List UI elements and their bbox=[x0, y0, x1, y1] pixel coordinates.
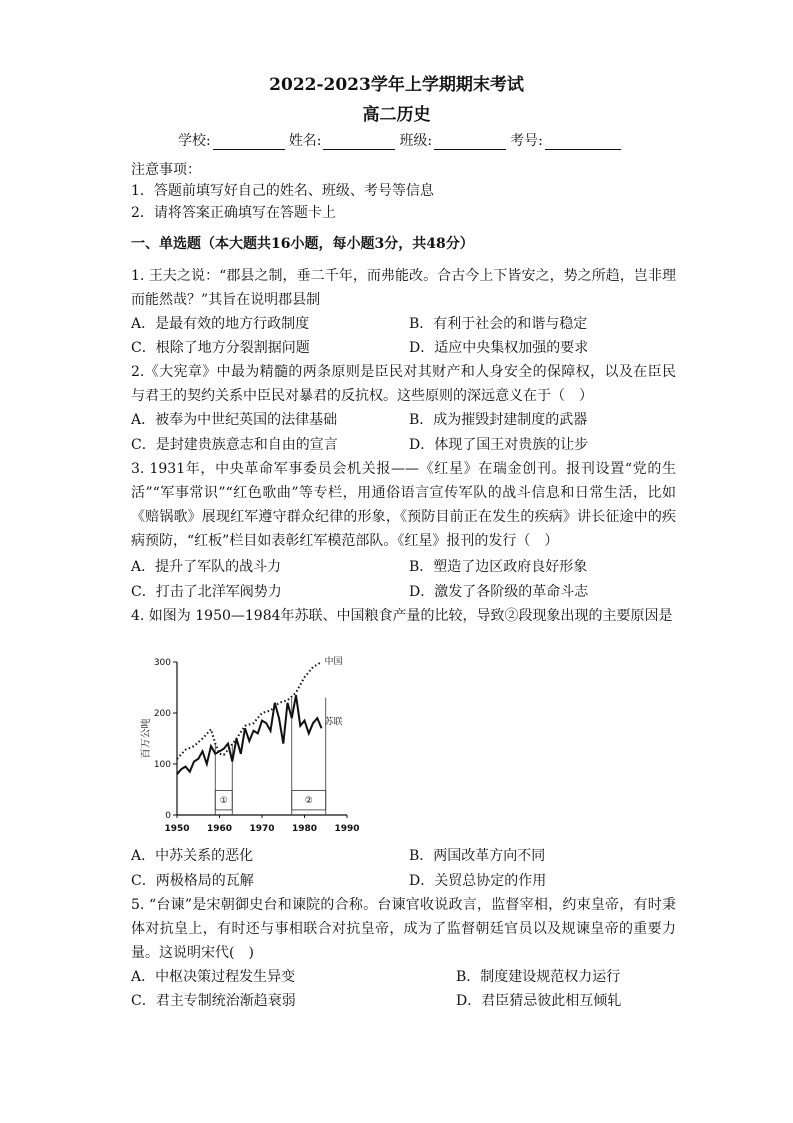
question-2-option-d[interactable]: D．体现了国王对贵族的让步 bbox=[409, 437, 589, 453]
question-5-option-a[interactable]: A．中枢决策过程发生异变 bbox=[131, 969, 296, 985]
y-tick-label: 100 bbox=[153, 760, 171, 770]
question-4-option-d[interactable]: D．关贸总协定的作用 bbox=[409, 873, 547, 889]
student-info-row bbox=[178, 130, 625, 150]
question-2-option-a[interactable]: A．被奉为中世纪英国的法律基础 bbox=[131, 412, 338, 428]
question-4-option-a[interactable]: A．中苏关系的恶化 bbox=[131, 848, 254, 864]
name-label: 姓名: bbox=[288, 133, 322, 149]
subject-title: 高二历史 bbox=[362, 105, 431, 125]
school-field bbox=[178, 130, 285, 150]
class-blank[interactable] bbox=[434, 135, 506, 150]
exam-title: 2022-2023学年上学期期末考试 bbox=[269, 75, 524, 95]
question-5-option-b[interactable]: B．制度建设规范权力运行 bbox=[456, 969, 621, 985]
school-blank[interactable] bbox=[213, 135, 285, 150]
question-3-option-b[interactable]: B．塑造了边区政府良好形象 bbox=[409, 559, 588, 575]
x-tick-label: 1980 bbox=[291, 824, 318, 834]
period-label: ② bbox=[304, 796, 313, 807]
y-tick-label: 0 bbox=[165, 811, 171, 821]
series-line-ussr bbox=[177, 695, 322, 774]
series-line-china bbox=[177, 662, 322, 759]
question-3-option-d[interactable]: D．激发了各阶级的革命斗志 bbox=[409, 584, 589, 600]
y-tick-label: 200 bbox=[153, 709, 171, 719]
note-item: 1．答题前填写好自己的姓名、班级、考号等信息 bbox=[131, 183, 434, 199]
question-1-option-b[interactable]: B．有利于社会的和谐与稳定 bbox=[409, 316, 588, 332]
question-1-option-a[interactable]: A．是最有效的地方行政制度 bbox=[131, 316, 310, 332]
school-label: 学校: bbox=[178, 133, 211, 149]
note-item: 2．请将答案正确填写在答题卡上 bbox=[131, 205, 336, 221]
section-heading: 一、单选题（本大题共16小题，每小题3分，共48分） bbox=[131, 236, 474, 252]
question-3-stem: 3. 1931年，中央革命军事委员会机关报——《红星》在瑞金创刊。报刊设置“党的生活”“军事常识”“红色歌曲”等专栏，用通俗语言宣传军队的战斗信息和日常生活，比如《赔锅歌》展现红军遵守群众纪律的形象，《预防目前正在发生的疾病》讲长征途中的疾病预防，“红板”栏目如表彰红军模范部队。《红星》报刊的发行（ ） bbox=[131, 461, 676, 549]
series-label: 中国 bbox=[324, 657, 343, 667]
series-label: 苏联 bbox=[324, 717, 343, 728]
question-1-stem: 1. 王夫之说：“郡县之制，垂二千年，而弗能改。合古今上下皆安之，势之所趋，岂非理而能然哉？”其旨在说明郡县制 bbox=[131, 268, 676, 308]
question-5-stem: 5. “台谏”是宋朝御史台和谏院的合称。台谏官收说政言，监督宰相，约束皇帝，有时秉体对抗皇上，有时还与事相联合对抗皇帝，成为了监督朝廷官员以及规谏皇帝的重要力量。这说明宋代( ) bbox=[131, 897, 676, 961]
y-tick-label: 300 bbox=[153, 658, 171, 668]
x-tick-label: 1960 bbox=[206, 824, 233, 834]
question-3-option-c[interactable]: C．打击了北洋军阀势力 bbox=[131, 584, 282, 600]
question-1-option-c[interactable]: C．根除了地方分裂割据问题 bbox=[131, 340, 310, 356]
question-2-option-c[interactable]: C．是封建贵族意志和自由的宣言 bbox=[131, 437, 338, 453]
name-field bbox=[289, 130, 396, 150]
exam-number-label: 考号: bbox=[510, 133, 543, 149]
question-3-option-a[interactable]: A．提升了军队的战斗力 bbox=[131, 559, 282, 575]
question-2-stem: 2.《大宪章》中最为精髓的两条原则是臣民对其财产和人身安全的保障权，以及在臣民与君王的契约关系中臣民对暴君的反抗权。这些原则的深远意义在于（ ） bbox=[131, 364, 676, 404]
y-axis-label: 百万公吨 bbox=[141, 718, 152, 759]
x-tick-label: 1950 bbox=[164, 824, 190, 834]
question-4-stem: 4. 如图为 1950—1984年苏联、中国粮食产量的比较，导致②段现象出现的主要原因是 bbox=[131, 608, 673, 624]
question-5-option-c[interactable]: C．君主专制统治渐趋衰弱 bbox=[131, 993, 296, 1009]
question-1-option-d[interactable]: D．适应中央集权加强的要求 bbox=[409, 340, 589, 356]
class-field bbox=[399, 130, 506, 150]
grain-production-chart bbox=[135, 652, 385, 842]
class-label: 班级: bbox=[399, 133, 433, 149]
exam-number-field bbox=[510, 130, 621, 150]
question-2-option-b[interactable]: B．成为摧毁封建制度的武器 bbox=[409, 412, 588, 428]
question-5-option-d[interactable]: D．君臣猜忌彼此相互倾轧 bbox=[456, 993, 622, 1009]
question-4-option-b[interactable]: B．两国改革方向不同 bbox=[409, 848, 546, 864]
period-label: ① bbox=[219, 796, 228, 807]
exam-number-blank[interactable] bbox=[545, 135, 621, 150]
x-tick-label: 1990 bbox=[334, 824, 360, 834]
x-tick-label: 1970 bbox=[249, 824, 275, 834]
question-4-option-c[interactable]: C．两极格局的瓦解 bbox=[131, 873, 254, 889]
name-blank[interactable] bbox=[323, 135, 395, 150]
notes-heading: 注意事项： bbox=[131, 162, 201, 178]
